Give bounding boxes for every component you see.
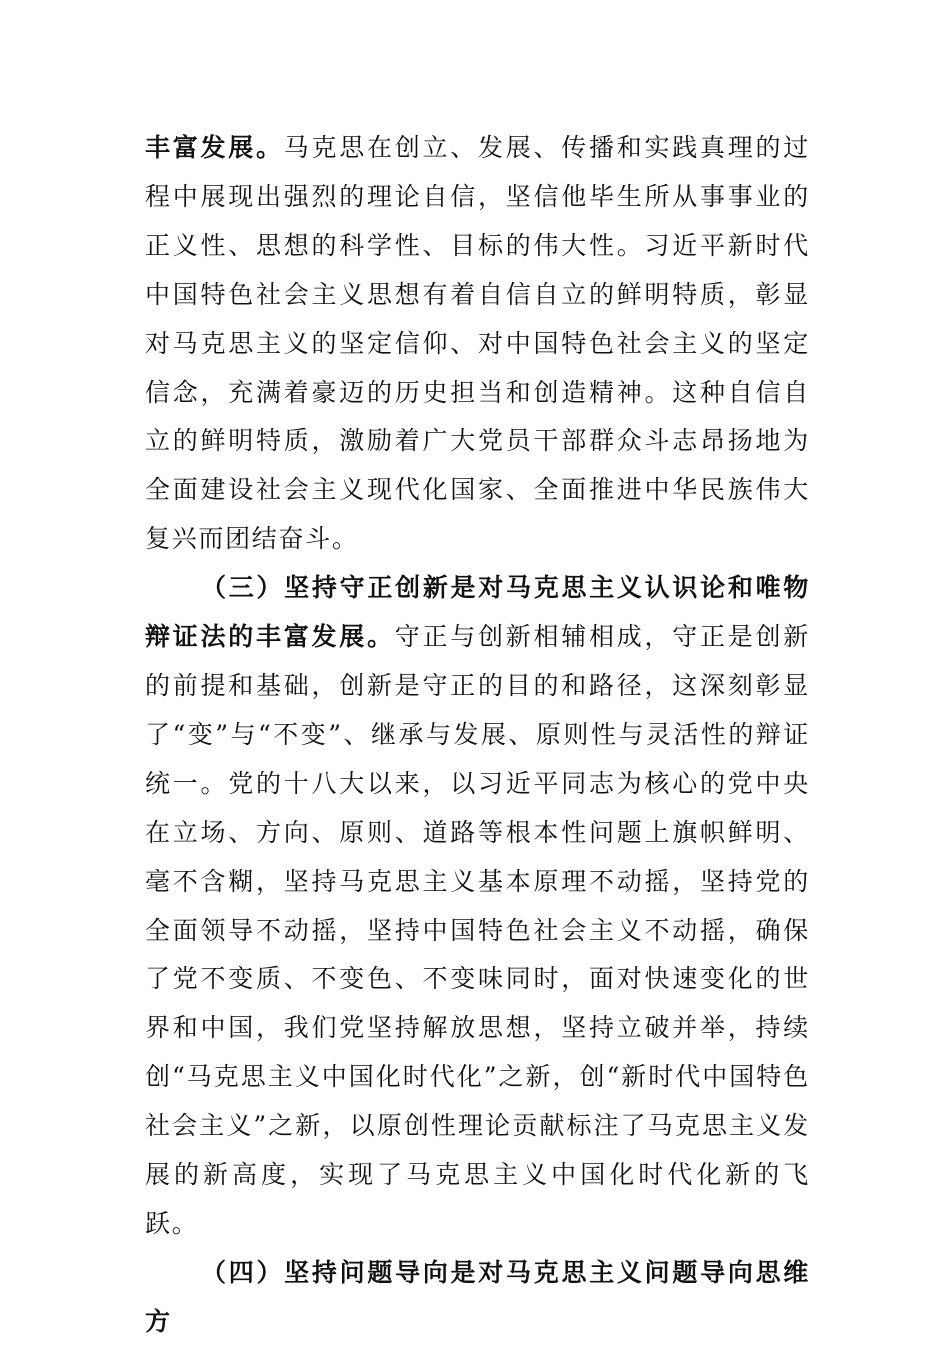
- paragraph-2: [145, 564, 810, 1249]
- paragraph-1: [145, 124, 810, 564]
- paragraph-1-body: 马克思在创立、发展、传播和实践真理的过程中展现出强烈的理论自信，坚信他毕生所从事事业的正义性、思想的科学性、目标的伟大性。习近平新时代中国特色社会主义思想有着自信自立的鲜明特质，彰显对马克思主义的坚定信仰、对中国特色社会主义的坚定信念，充满着豪迈的历史担当和创造精神。这种自信自立的鲜明特质，激励着广大党员干部群众斗志昂扬地为全面建设社会主义现代化国家、全面推进中华民族伟大复兴而团结奋斗。: [145, 133, 810, 554]
- paragraph-2-body: 守正与创新相辅相成，守正是创新的前提和基础，创新是守正的目的和路径，这深刻彰显了“变”与“不变”、继承与发展、原则性与灵活性的辩证统一。党的十八大以来，以习近平同志为核心的党中央在立场、方向、原则、道路等根本性问题上旗帜鲜明、毫不含糊，坚持马克思主义基本原理不动摇，坚持党的全面领导不动摇，坚持中国特色社会主义不动摇，确保了党不变质、不变色、不变味同时，面对快速变化的世界和中国，我们党坚持解放思想，坚持立破并举，持续创“马克思主义中国化时代化”之新，创“新时代中国特色社会主义”之新，以原创性理论贡献标注了马克思主义发展的新高度，实现了马克思主义中国化时代化新的飞跃。: [145, 622, 810, 1238]
- document-page: [145, 124, 810, 1347]
- paragraph-3: [145, 1249, 810, 1347]
- paragraph-2-heading: （三）坚持守正创新是对马克思主义认识论和唯物辩证法的丰富发展。: [145, 573, 810, 652]
- paragraph-1-heading: 丰富发展。: [145, 133, 284, 162]
- paragraph-3-heading: （四）坚持问题导向是对马克思主义问题导向思维方: [145, 1257, 810, 1336]
